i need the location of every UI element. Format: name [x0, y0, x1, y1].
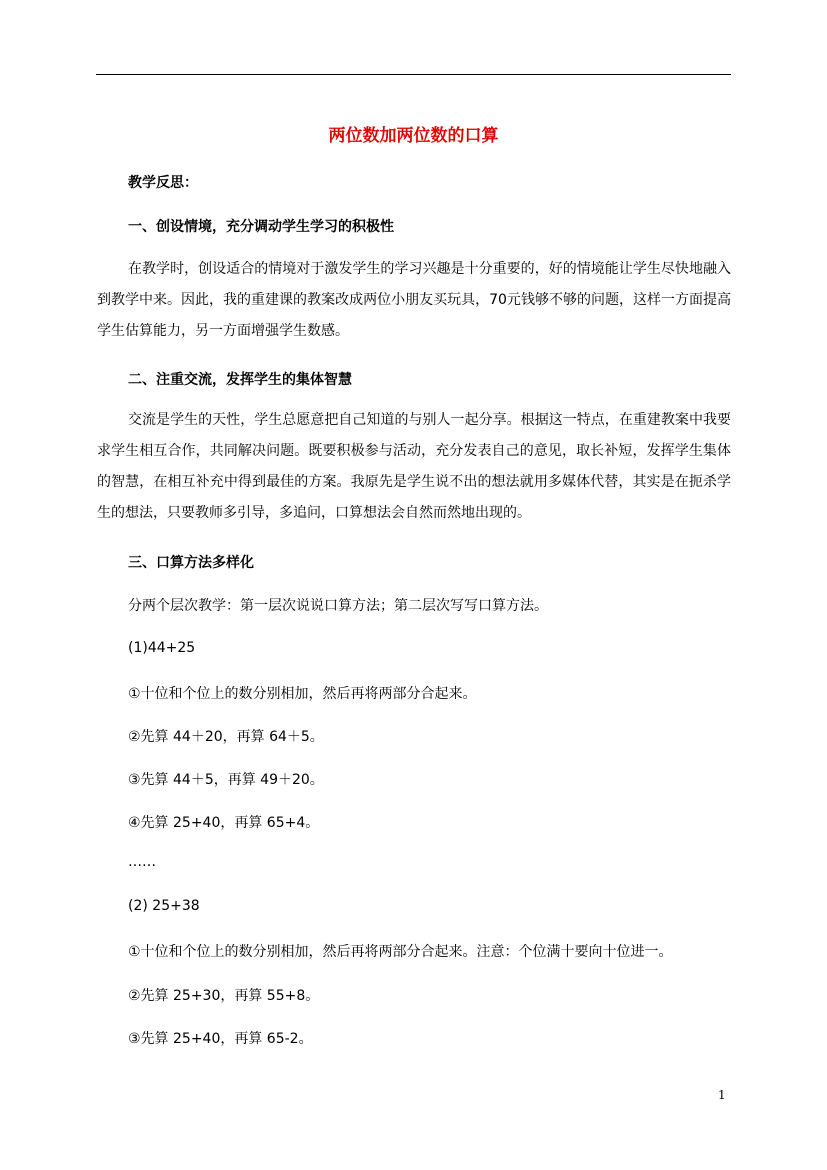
paragraph-2: 交流是学生的天性，学生总愿意把自己知道的与别人一起分享。根据这一特点，在重建教案中我要求学生相互合作，共同解决问题。既要积极参与活动，充分发表自己的意见，取长补短，发挥学生集体的智慧，在相互补充中得到最佳的方案。我原先是学生说不出的想法就用多媒体代替，其实是在扼杀学生的想法，只要教师多引导，多追问，口算想法会自然而然地出现的。 — [97, 412, 731, 521]
heading-1: 一、创设情境，充分调动学生学习的积极性 — [128, 219, 394, 235]
section-label: 教学反思： — [128, 175, 198, 191]
example-1-item: ④先算 25+40，再算 65+4。 — [128, 815, 320, 831]
example-2-item: ②先算 25+30，再算 55+8。 — [128, 988, 320, 1004]
example-2-item: ③先算 25+40，再算 65-2。 — [128, 1031, 313, 1047]
ellipsis: …… — [128, 854, 156, 870]
document-title: 两位数加两位数的口算 — [328, 126, 499, 146]
example-1-item: ③先算 44＋5，再算 49＋20。 — [128, 772, 324, 788]
example-2-item: ①十位和个位上的数分别相加，然后再将两部分合起来。注意：个位满十要向十位进一。 — [128, 944, 673, 960]
paragraph-1: 在教学时，创设适合的情境对于激发学生的学习兴趣是十分重要的，好的情境能让学生尽快地融入到教学中来。因此，我的重建课的教案改成两位小朋友买玩具，70元钱够不够的问题，这样一方面提高学生估算能力，另一方面增强学生数感。 — [97, 261, 731, 339]
heading-3: 三、口算方法多样化 — [128, 555, 254, 571]
method-intro: 分两个层次教学：第一层次说说口算方法；第二层次写写口算方法。 — [128, 598, 548, 614]
example-1-item: ②先算 44＋20，再算 64＋5。 — [128, 729, 324, 745]
heading-2: 二、注重交流，发挥学生的集体智慧 — [128, 372, 352, 388]
example-1-item: ①十位和个位上的数分别相加，然后再将两部分合起来。 — [128, 686, 477, 702]
example-2-label: (2) 25+38 — [128, 898, 200, 914]
header-rule — [96, 74, 731, 75]
page-number: 1 — [718, 1088, 726, 1102]
example-1-label: (1)44+25 — [128, 640, 196, 656]
